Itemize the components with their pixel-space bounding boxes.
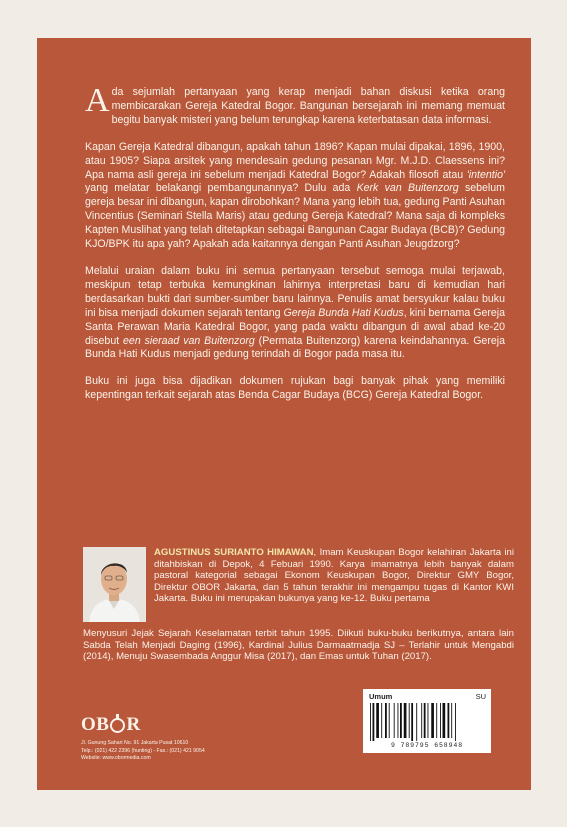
blurb-text (85, 82, 506, 416)
back-cover (37, 38, 531, 790)
publisher-logo: OB R (81, 714, 141, 735)
barcode-code: SU (475, 692, 486, 701)
publisher-website: Website: www.obormedia.com (81, 755, 151, 761)
blurb-paragraph-1: Ada sejumlah pertanyaan yang kerap menjadi bahan diskusi ketika orang membicarakan Gereja Katedral Bogor. Bangunan bersejarah ini memang memuat begitu banyak misteri yang belum terungkap karena keterbatasan data informasi. (85, 82, 505, 126)
barcode-category: Umum (369, 692, 393, 701)
publisher-contact (81, 740, 221, 763)
publisher-phone: Telp.: (021) 422 2396 (hunting) - Fax.: (021) 421 9054 (81, 747, 205, 754)
torch-o-icon (110, 718, 125, 733)
author-photo (83, 547, 146, 622)
isbn-number: 9 789795 658948 (390, 742, 463, 749)
isbn-barcode-label (363, 689, 491, 753)
blurb-paragraph-4: Buku ini juga bisa dijadikan dokumen rujukan bagi banyak pihak yang memiliki kepentingan terkait sejarah atas Benda Cagar Budaya (BCG) Gereja Katedral Bogor. (85, 375, 505, 402)
publisher-address: Jl. Gunung Sahari No. 91 Jakarta Pusat 10610 (81, 740, 189, 746)
author-name: AGUSTINUS SURIANTO HIMAWAN (154, 547, 314, 558)
author-bio-continued: Menyusuri Jejak Sejarah Keselamatan terbit tahun 1995. Diikuti buku-buku berikutnya, antara lain Sabda Telah Menjadi Daging (1996), Kardinal Julius Darmaatmadja SJ – Terlahir untuk Mengabdi (2014), Menuju Swasembada Anggur Misa (2017), dan Emas untuk Tuhan (2017). (83, 628, 514, 663)
blurb-paragraph-3: Melalui uraian dalam buku ini semua pertanyaan tersebut semoga mulai terjawab, meskipun tetap terbuka kemungkinan lahirnya interpretasi baru di kemudian hari berdasarkan bukti dari sumber-sumber baru lainnya. Penulis amat bersyukur kalau buku ini bisa menjadi dokumen sejarah tentang Gereja Bunda Hati Kudus, kini bernama Gereja Santa Perawan Maria Katedral Bogor, yang pada waktu dibangun di awal abad ke-20 disebut een sieraad van Buitenzorg (Permata Buitenzorg) karena keindahannya. Gereja Bunda Hati Kudus menjadi gedung terindah di Bogor pada masa itu. (85, 264, 506, 361)
author-portrait-icon (83, 547, 146, 622)
barcode-icon (369, 703, 485, 741)
publisher-info (81, 714, 221, 763)
blurb-paragraph-2: Kapan Gereja Katedral dibangun, apakah tahun 1896? Kapan mulai dipakai, 1896, 1900, atau 1905? Siapa arsitek yang mendesain gedung pesanan Mgr. M.J.D. Claessens ini? Apa nama asli gereja ini sebelum menjadi Katedral Bogor? Adakah filosofi atau 'intentio' yang melatar belakangi pembangunannya? Dulu ada Kerk van Buitenzorg sebelum gereja besar ini dibangun, kapan dirobohkan? Mana yang lebih tua, gedung Panti Asuhan Vincentius (Seminari Stella Maris) atau gedung Gereja Katedral? Mana saja di kompleks Kapten Muslihat yang telah ditetapkan sebagai Bangunan Cagar Budaya (BCB)? Gedung KJO/BPK itu apa yah? Apakah ada kaitannya dengan Panti Asuhan Jeugdzorg? (85, 140, 505, 251)
author-bio: AGUSTINUS SURIANTO HIMAWAN, Imam Keuskupan Bogor kelahiran Jakarta ini ditahbiskan di Depok, 4 Febuari 1990. Karya imamatnya lebih banyak dalam pastoral kategorial sebagai Ekonom Keuskupan Bogor, Direktur GMY Bogor, Direktur OBOR Jakarta, dan 5 tahun terakhir ini mengampu tugas di Kantor KWI Jakarta. Buku ini merupakan bukunya yang ke-12. Buku pertama (154, 547, 514, 605)
drop-cap: A (85, 82, 110, 119)
